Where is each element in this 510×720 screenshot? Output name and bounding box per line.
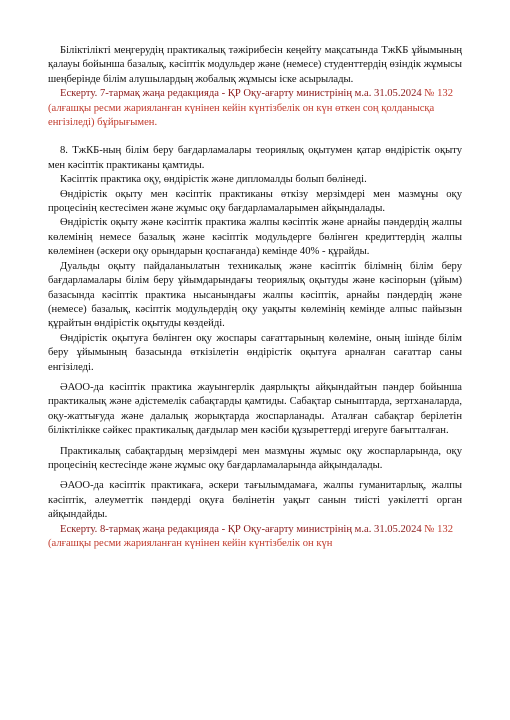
amendment-note-7-link[interactable]: Ескерту. 7-тармақ жаңа редакцияда - ҚР Оқу-ағарту министрінің м.а. 31.05.2024 — [60, 88, 422, 100]
paragraph-8-hours: Өндірістік оқытуға бөлінген оқу жоспары сағаттарының көлеміне, оның ішінде білім беру ұйымының базасында өткізілетін өндірістік оқытуға арналған сағаттар саны енгізіледі. — [48, 332, 462, 373]
amendment-note-7-number: № 132 — [421, 88, 453, 100]
amendment-note-7-rest: (алғашқы ресми жарияланған күнінен кейін күнтізбелік он күн өткен соң қолданысқа енгізіледі) бұйрығымен. — [48, 102, 435, 129]
paragraph-8-dual: Дуальды оқыту пайдаланылатын техникалық және кәсіптік білімнің білім беру бағдарламалары білім беру ұйымдарындағы теориялық оқытуды және кәсіпорын (ұйым) базасында кәсіптік практика нысанындағы жалпы кәсіптік, арнайы пәндердің және (немесе) базалық, кәсіптік модульдердің оқу уақыты көлемінің кемінде алпыс пайызын құрайтын өндірістік оқытуды көздейді. — [48, 260, 462, 330]
amendment-note-8-number: № 132 — [421, 523, 453, 535]
amendment-note-7 — [48, 87, 462, 130]
paragraph-8-volume: Өндірістік оқыту және кәсіптік практика жалпы кәсіптік және арнайы пәндердің жалпы көлемінің немесе базалық және кәсіптік модульдерге бөлінген кредиттердің жалпы көлемінен (әскери оқу орындарын қоспағанда) кемінде 40% - құрайды. — [48, 217, 462, 258]
paragraph-7-end: Біліктілікті меңгерудің практикалық тәжірибесін кеңейту мақсатында ТжКБ ұйымының қалауы бойынша базалық, кәсіптік модульдер және (немесе) студенттердің өзіндік жұмысы шеңберінде білім алушылардың жобалық жұмысы іске асырылады. — [48, 45, 462, 85]
paragraph-8-time-allocation: ӘАОО-да кәсіптік практикаға, әскери тағылымдамаға, жалпы гуманитарлық, жалпы кәсіптік, әлеуметтік пәндерді оқуға бөлінетін уақыт санын тиісті уәкілетті орган айқындайды. — [48, 480, 462, 521]
paragraph-8-practice-types: Кәсіптік практика оқу, өндірістік және дипломалды болып бөлінеді. — [60, 174, 367, 186]
amendment-note-8-link[interactable]: Ескерту. 8-тармақ жаңа редакцияда - ҚР Оқу-ағарту министрінің м.а. 31.05.2024 — [60, 523, 422, 535]
paragraph-8-intro: 8. ТжКБ-ның білім беру бағдарламалары теориялық оқытумен қатар өндірістік оқыту мен кәсіптік практиканы қамтиды. — [48, 145, 462, 171]
paragraph-8-schedule: Өндірістік оқыту мен кәсіптік практиканы өткізу мерзімдері мен мазмұны оқу процесінің кестесімен және жұмыс оқу бағдарламаларымен айқындалады. — [48, 188, 462, 215]
amendment-note-8 — [48, 523, 462, 552]
paragraph-8-practical-terms: Практикалық сабақтардың мерзімдері мен мазмұны жұмыс оқу жоспарларында, оқу процесінің кестесінде және жұмыс оқу бағдарламаларында айқындалады. — [48, 445, 462, 471]
paragraph-8-military: ӘАОО-да кәсіптік практика жауынгерлік даярлықты айқындайтын пәндер бойынша практикалық және әдістемелік сабақтарды қамтиды. Сабақтар сыныптарда, зертханаларда, оқу-жаттығуда және далалық жорықтарда жоспарланады. Аталған сабақтар берілетін біліктілікке сәйкес практикалық дағдылар мен кәсіби құзыреттерді игеруге бағытталған. — [48, 381, 462, 437]
amendment-note-8-rest: (алғашқы ресми жарияланған күнінен кейін күнтізбелік он күн — [48, 538, 333, 549]
